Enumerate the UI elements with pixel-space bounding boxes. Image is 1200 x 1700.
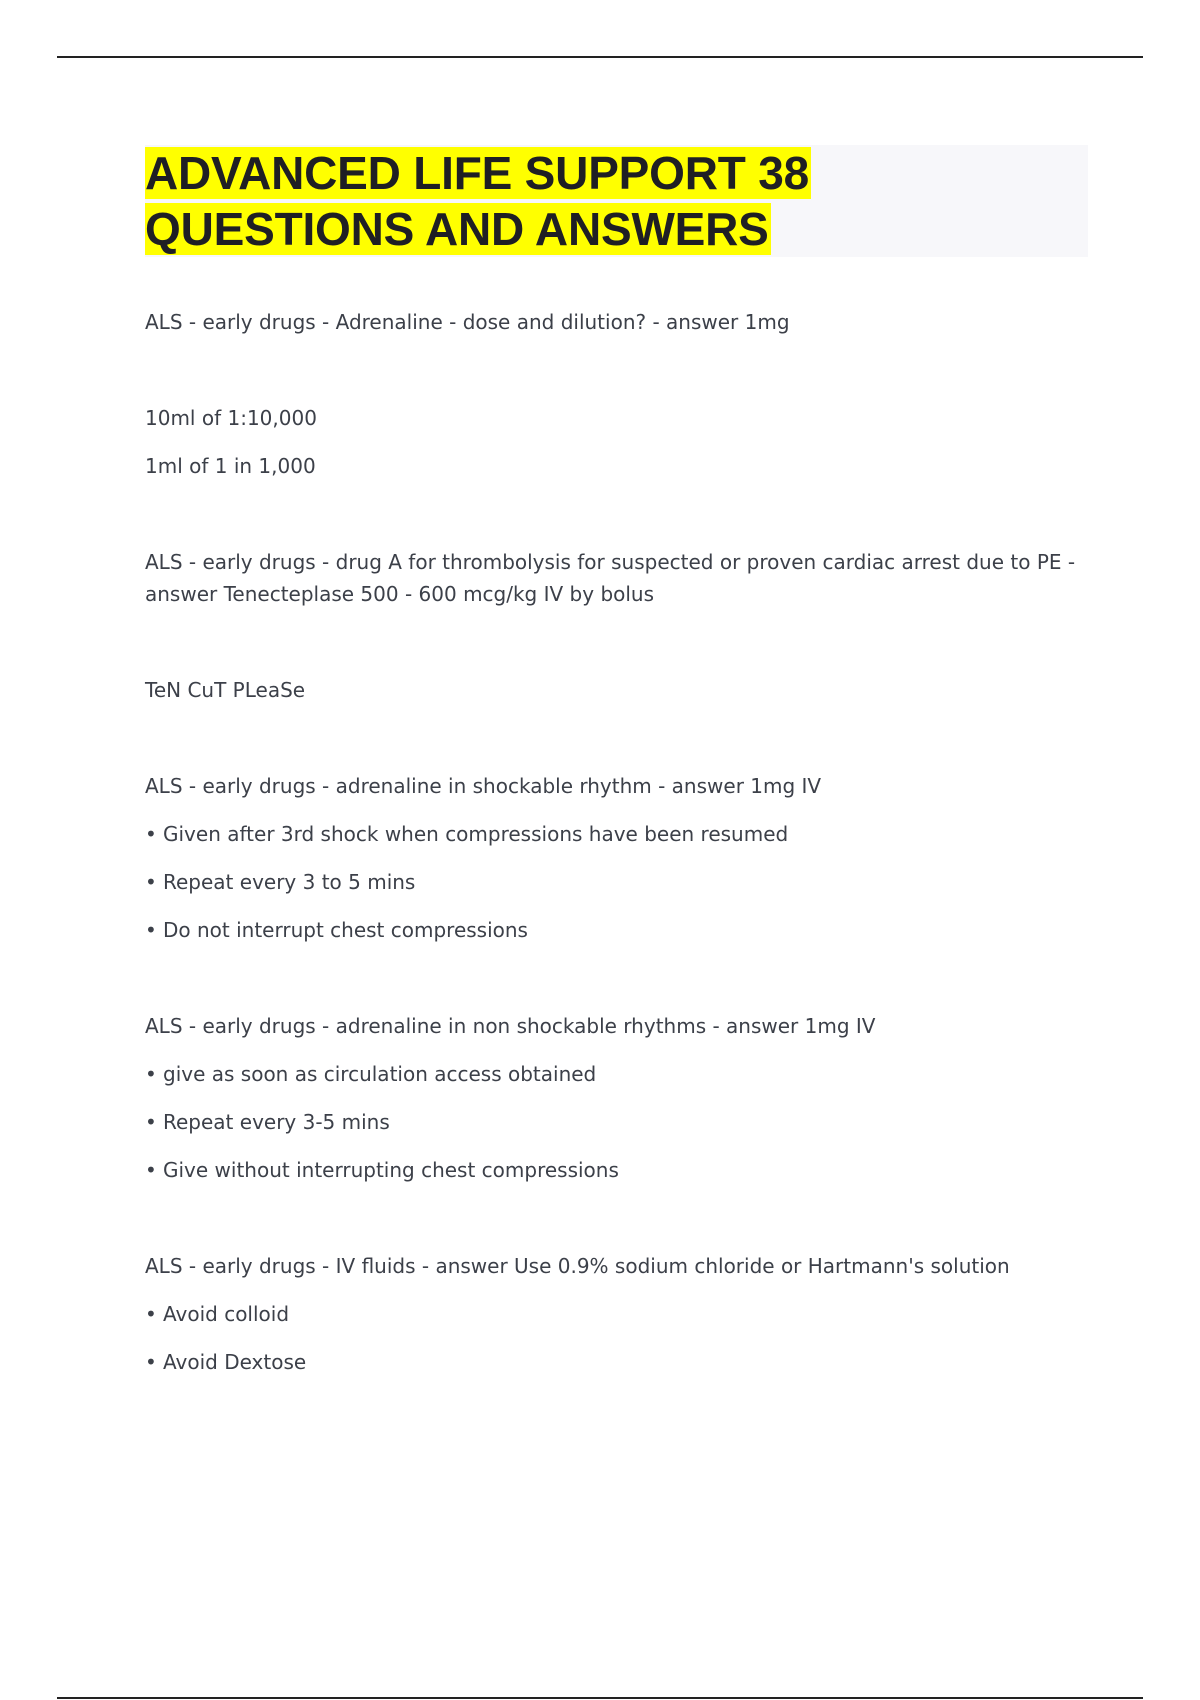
list-item (145, 818, 1088, 850)
list-item-text: Do not interrupt chest compressions (163, 918, 528, 942)
question-4-bullets (145, 1058, 1088, 1186)
bullet-icon: • (145, 1158, 157, 1182)
list-item-text: Give without interrupting chest compressions (163, 1158, 619, 1182)
list-item-text: Avoid Dextose (163, 1350, 307, 1374)
mnemonic-note: TeN CuT PLeaSe (145, 678, 306, 702)
list-item (145, 1346, 1088, 1378)
answer-1-line-a: 10ml of 1:10,000 (145, 406, 317, 430)
bottom-divider (57, 1697, 1143, 1699)
bullet-icon: • (145, 918, 157, 942)
question-3: ALS - early drugs - adrenaline in shockable rhythm - answer 1mg IV (145, 774, 822, 798)
list-item (145, 1298, 1088, 1330)
document-title (145, 145, 1088, 257)
question-2: ALS - early drugs - drug A for thrombolysis for suspected or proven cardiac arrest due to PE - answer Tenecteplase 500 - 600 mcg/kg IV by bolus (145, 550, 1082, 606)
document-body (145, 145, 1088, 1378)
list-item (145, 1154, 1088, 1186)
list-item-text: give as soon as circulation access obtained (163, 1062, 597, 1086)
title-line-2: QUESTIONS AND ANSWERS (145, 203, 769, 255)
question-1: ALS - early drugs - Adrenaline - dose and dilution? - answer 1mg (145, 310, 790, 334)
question-5: ALS - early drugs - IV fluids - answer Use 0.9% sodium chloride or Hartmann's solution (145, 1254, 1010, 1278)
top-divider (57, 56, 1143, 58)
question-3-bullets (145, 818, 1088, 946)
list-item (145, 1058, 1088, 1090)
question-4: ALS - early drugs - adrenaline in non shockable rhythms - answer 1mg IV (145, 1014, 876, 1038)
question-5-bullets (145, 1298, 1088, 1378)
list-item (145, 866, 1088, 898)
list-item-text: Repeat every 3-5 mins (163, 1110, 390, 1134)
bullet-icon: • (145, 870, 157, 894)
list-item-text: Avoid colloid (163, 1302, 290, 1326)
answer-1-line-b: 1ml of 1 in 1,000 (145, 454, 316, 478)
list-item (145, 1106, 1088, 1138)
bullet-icon: • (145, 1110, 157, 1134)
list-item-text: Given after 3rd shock when compressions have been resumed (163, 822, 789, 846)
list-item-text: Repeat every 3 to 5 mins (163, 870, 416, 894)
title-line-1: ADVANCED LIFE SUPPORT 38 (145, 147, 809, 199)
bullet-icon: • (145, 1302, 157, 1326)
list-item (145, 914, 1088, 946)
bullet-icon: • (145, 1350, 157, 1374)
bullet-icon: • (145, 822, 157, 846)
title-block (145, 145, 1088, 257)
bullet-icon: • (145, 1062, 157, 1086)
